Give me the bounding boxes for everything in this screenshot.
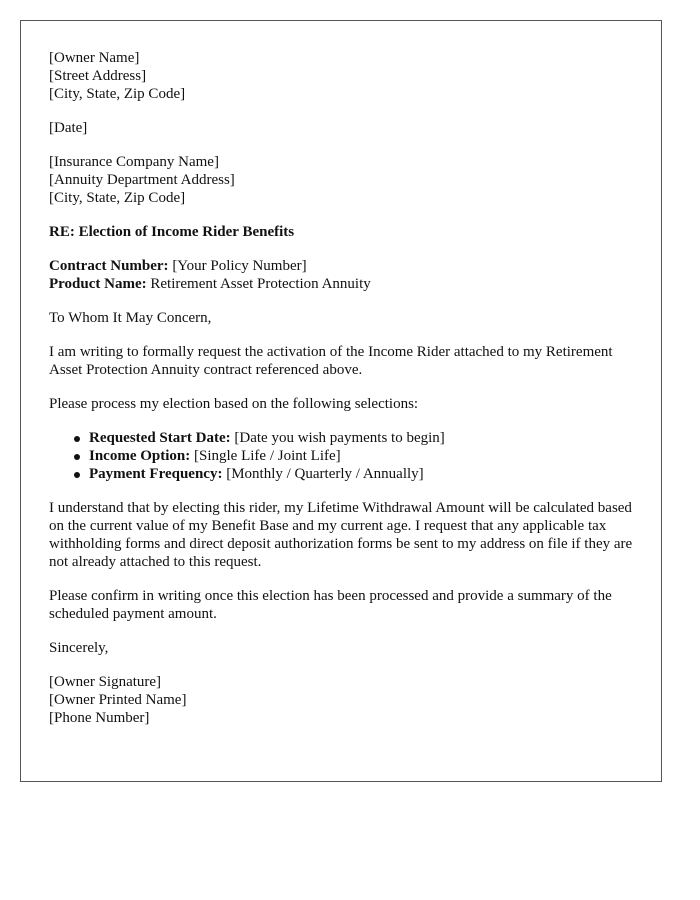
understand-paragraph: I understand that by electing this rider, my Lifetime Withdrawal Amount will be calculated based on the current value of my Benefit Base and my current age. I request that any applicable tax withholding forms and direct deposit authorization forms be sent to my address on file if they are not already attached to this request. bbox=[49, 500, 633, 570]
list-item bbox=[89, 429, 639, 447]
signature-block bbox=[49, 673, 639, 727]
selection-value: [Date you wish payments to begin] bbox=[230, 430, 445, 446]
sender-street: [Street Address] bbox=[49, 68, 147, 84]
product-name-value: Retirement Asset Protection Annuity bbox=[146, 276, 371, 292]
selections-list bbox=[49, 429, 639, 483]
subject-line bbox=[49, 223, 639, 241]
bullet-icon bbox=[74, 472, 80, 478]
recipient-address bbox=[49, 153, 639, 207]
owner-signature: [Owner Signature] bbox=[49, 674, 162, 690]
selection-label: Income Option: bbox=[89, 448, 191, 464]
list-item bbox=[89, 447, 639, 465]
recipient-company: [Insurance Company Name] bbox=[49, 154, 219, 170]
contract-details bbox=[49, 257, 639, 293]
selection-value: [Monthly / Quarterly / Annually] bbox=[222, 466, 424, 482]
bullet-icon bbox=[74, 454, 80, 460]
subject-text: RE: Election of Income Rider Benefits bbox=[49, 224, 295, 240]
salutation: To Whom It May Concern, bbox=[49, 310, 212, 326]
confirm-paragraph: Please confirm in writing once this election has been processed and provide a summary of the scheduled payment amount. bbox=[49, 588, 612, 622]
letter-date bbox=[49, 119, 639, 137]
product-name-line bbox=[49, 275, 639, 293]
process-paragraph: Please process my election based on the following selections: bbox=[49, 396, 419, 412]
product-name-label: Product Name: bbox=[49, 276, 147, 292]
sender-city: [City, State, Zip Code] bbox=[49, 86, 186, 102]
contract-number-label: Contract Number: bbox=[49, 258, 169, 274]
owner-printed-name: [Owner Printed Name] bbox=[49, 692, 187, 708]
selection-label: Requested Start Date: bbox=[89, 430, 231, 446]
recipient-city: [City, State, Zip Code] bbox=[49, 190, 186, 206]
bullet-icon bbox=[74, 436, 80, 442]
phone-number: [Phone Number] bbox=[49, 710, 150, 726]
contract-number-line bbox=[49, 257, 639, 275]
closing: Sincerely, bbox=[49, 640, 109, 656]
list-item bbox=[89, 465, 639, 483]
recipient-address-line: [Annuity Department Address] bbox=[49, 172, 235, 188]
selection-value: [Single Life / Joint Life] bbox=[190, 448, 341, 464]
sender-name: [Owner Name] bbox=[49, 50, 140, 66]
sender-address bbox=[49, 49, 639, 103]
letter-content bbox=[49, 49, 639, 743]
selection-label: Payment Frequency: bbox=[89, 466, 223, 482]
contract-number-value: [Your Policy Number] bbox=[168, 258, 307, 274]
letter-page bbox=[20, 20, 662, 782]
date-text: [Date] bbox=[49, 120, 88, 136]
intro-paragraph: I am writing to formally request the activation of the Income Rider attached to my Retirement Asset Protection Annuity contract referenced above. bbox=[49, 344, 613, 378]
